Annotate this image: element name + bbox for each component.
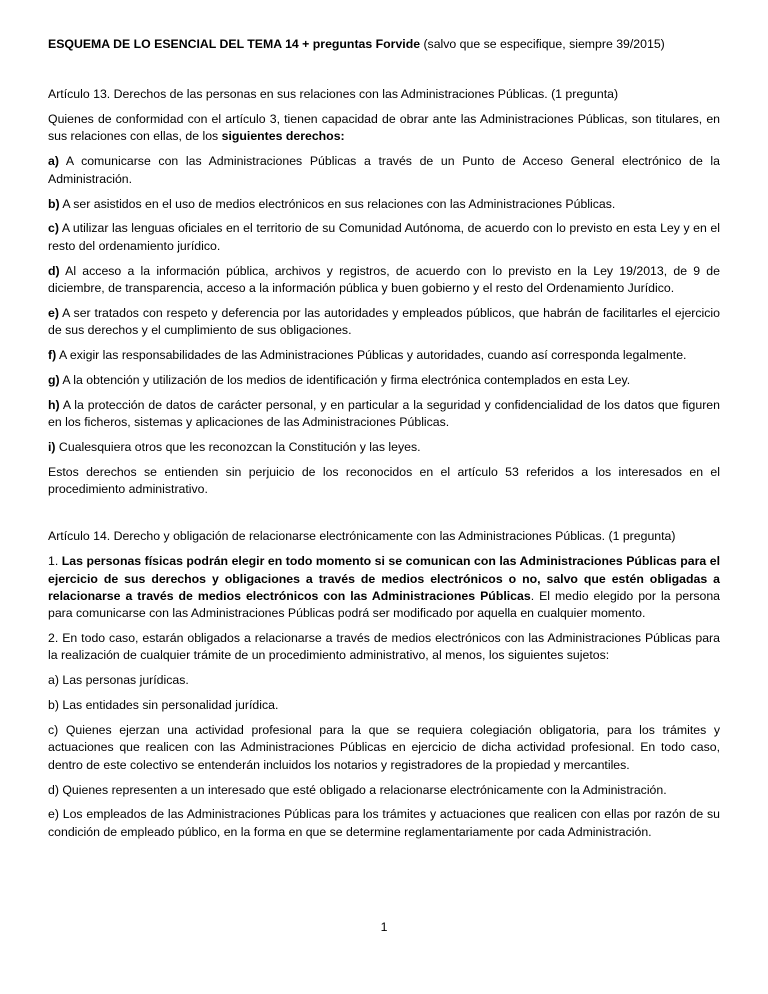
title-note: (salvo que se especifique, siempre 39/2015) xyxy=(420,37,665,51)
intro-text: Quienes de conformidad con el artículo 3, tienen capacidad de obrar ante las Administraciones Públicas, son titulares, en sus relaciones con ellas, de los xyxy=(48,112,720,144)
subject-item: c) Quienes ejerzan una actividad profesional para la que se requiera colegiación obligatoria, para los trámites y actuaciones que realicen con las Administraciones Públicas en ejercicio de dicha actividad profesional. En todo caso, dentro de este colectivo se entenderán incluidos los notarios y registradores de la propiedad y mercantiles. xyxy=(48,723,720,772)
title-bold: ESQUEMA DE LO ESENCIAL DEL TEMA 14 + preguntas Forvide xyxy=(48,37,421,51)
item-letter: e) xyxy=(48,305,59,320)
article-14-heading: Artículo 14. Derecho y obligación de relacionarse electrónicamente con las Administraciones Públicas. (1 pregunta) xyxy=(48,529,676,544)
item-text: A la obtención y utilización de los medios de identificación y firma electrónica contemplados en esta Ley. xyxy=(59,372,631,387)
article-13-heading: Artículo 13. Derechos de las personas en sus relaciones con las Administraciones Públicas. (1 pregunta) xyxy=(48,87,619,102)
item-text: A ser asistidos en el uso de medios electrónicos en sus relaciones con las Administraciones Públicas. xyxy=(59,196,616,211)
item-letter: f) xyxy=(48,348,57,363)
item-text: A la protección de datos de carácter personal, y en particular a la seguridad y confidencialidad de los datos que figuren en los ficheros, sistemas y aplicaciones de las Administraciones Públicas. xyxy=(48,397,720,430)
paragraph-number: 1. xyxy=(48,554,62,569)
paragraph-text: . El medio elegido por la persona para comunicarse con las Administraciones Públicas podrá ser modificado por aquella en cualquier momento. xyxy=(48,588,720,621)
right-item xyxy=(48,196,720,213)
item-text: A utilizar las lenguas oficiales en el territorio de su Comunidad Autónoma, de acuerdo con lo previsto en esta Ley y en el resto del ordenamiento jurídico. xyxy=(48,221,720,253)
item-letter: g) xyxy=(48,372,60,387)
item-text: A exigir las responsabilidades de las Administraciones Públicas y autoridades, cuando así corresponda legalmente. xyxy=(56,348,687,363)
page-number: 1 xyxy=(380,920,388,934)
item-letter: c) xyxy=(48,221,59,236)
subject-item: b) Las entidades sin personalidad jurídica. xyxy=(48,698,279,713)
right-item xyxy=(48,397,720,432)
right-item xyxy=(48,220,720,255)
article-14-paragraph-2: 2. En todo caso, estarán obligados a relacionarse a través de medios electrónicos con las Administraciones Públicas para la realización de cualquier trámite de un procedimiento administrativo, al menos, los siguientes sujetos: xyxy=(48,631,720,663)
article-14-paragraph-1 xyxy=(48,553,720,622)
item-text: Cualesquiera otros que les reconozcan la Constitución y las leyes. xyxy=(55,439,421,454)
intro-bold: siguientes derechos: xyxy=(221,129,345,144)
item-text: A comunicarse con las Administraciones Públicas a través de un Punto de Acceso General electrónico de la Administración. xyxy=(48,154,720,186)
paragraph-bold: Las personas físicas podrán elegir en todo momento si se comunican con las Administraciones Públicas para el ejercicio de sus derechos y obligaciones a través de medios electrónicos o no, salvo que estén obligadas a relacionarse a través de medios electrónicos con las Administraciones Públicas xyxy=(48,554,720,603)
document-title xyxy=(48,36,720,53)
item-letter: b) xyxy=(48,196,60,211)
item-text: A ser tratados con respeto y deferencia por las autoridades y empleados públicos, que habrán de facilitarles el ejercicio de sus derechos y el cumplimiento de sus obligaciones. xyxy=(48,305,720,338)
subject-item: d) Quienes representen a un interesado que esté obligado a relacionarse electrónicamente con la Administración. xyxy=(48,782,667,797)
item-letter: a) xyxy=(48,154,59,169)
right-item xyxy=(48,439,720,456)
item-letter: d) xyxy=(48,263,60,278)
article-13-intro xyxy=(48,111,720,146)
right-item xyxy=(48,347,720,364)
item-letter: i) xyxy=(48,439,56,454)
document-page xyxy=(48,36,720,849)
subject-item: a) Las personas jurídicas. xyxy=(48,673,189,688)
right-item xyxy=(48,372,720,389)
item-letter: h) xyxy=(48,397,60,412)
right-item xyxy=(48,153,720,188)
item-text: Al acceso a la información pública, archivos y registros, de acuerdo con lo previsto en la Ley 19/2013, de 9 de diciembre, de transparencia, acceso a la información pública y buen gobierno y el resto del Ordenamiento Jurídico. xyxy=(48,263,720,295)
right-item xyxy=(48,305,720,340)
article-13-closing: Estos derechos se entienden sin perjuicio de los reconocidos en el artículo 53 referidos a los interesados en el procedimiento administrativo. xyxy=(48,464,720,497)
right-item xyxy=(48,263,720,298)
subject-item: e) Los empleados de las Administraciones Públicas para los trámites y actuaciones que realicen con ellas por razón de su condición de empleado público, en la forma en que se determine reglamentariamente por cada Administración. xyxy=(48,807,720,839)
